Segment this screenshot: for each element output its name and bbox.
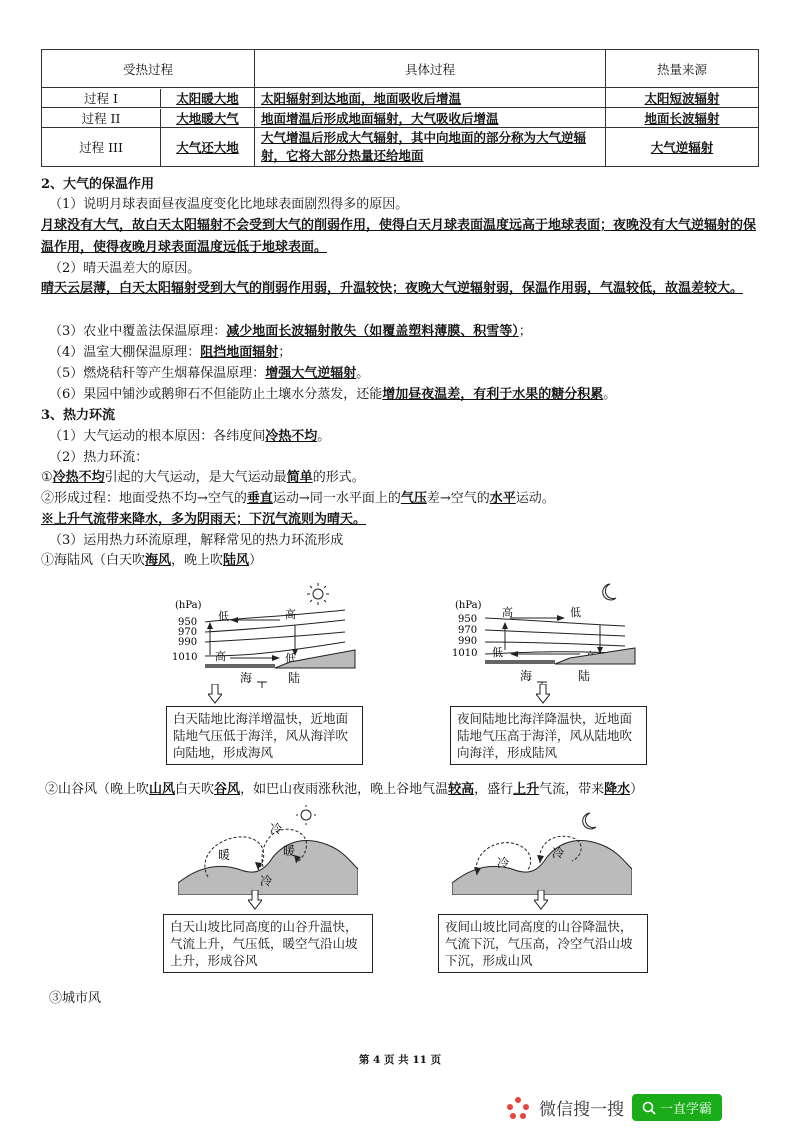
svg-text:990: 990 (178, 637, 198, 648)
principle-line: （6）果园中铺沙或鹅卵石不但能防止土壤水分蒸发，还能增加昼夜温差，有利于水果的糖分积累。 (49, 387, 617, 402)
process-key: 太阳暖大地 (176, 90, 239, 106)
svg-text:冷: 冷 (497, 856, 510, 870)
principle-line: （4）温室大棚保温原理：阻挡地面辐射； (49, 345, 292, 360)
down-arrow-icon (248, 890, 262, 914)
sea-breeze-explanation: 白天陆地比海洋增温快，近地面陆地气压低于海洋，风从海洋吹向陆地，形成海风 (166, 706, 363, 765)
svg-text:(hPa): (hPa) (455, 600, 482, 611)
svg-text:990: 990 (458, 636, 478, 647)
mountain-breeze-diagram (452, 805, 632, 895)
sea-breeze-diagram (170, 580, 360, 690)
svg-text:970: 970 (458, 625, 478, 636)
heating-process-table (41, 49, 759, 167)
svg-text:1010: 1010 (452, 648, 478, 659)
land-breeze-diagram (450, 580, 640, 690)
svg-text:低: 低 (492, 646, 503, 659)
search-pill[interactable]: 一直学霸 (632, 1094, 722, 1121)
question-text: （1）说明月球表面昼夜温度变化比地球表面剧烈得多的原因。 (49, 197, 409, 212)
svg-text:冷: 冷 (270, 822, 283, 836)
table-row (42, 88, 759, 108)
process-name: 过程 II (42, 109, 161, 127)
valley-breeze-diagram (178, 805, 358, 895)
svg-text:高: 高 (215, 650, 226, 663)
svg-text:陆: 陆 (578, 669, 591, 683)
svg-text:陆: 陆 (288, 671, 301, 685)
svg-text:950: 950 (178, 617, 198, 628)
svg-text:(hPa): (hPa) (175, 600, 202, 611)
process-name: 过程 I (42, 89, 161, 107)
answer-text: 月球没有大气，故白天太阳辐射不会受到大气的削弱作用，使得白天月球表面温度远高于地球表面；夜晚没有大气逆辐射的保温作用，使得夜晚月球表面温度远低于地球表面。 (41, 218, 757, 255)
process-name: 过程 III (42, 128, 161, 166)
principle-line: （3）农业中覆盖法保温原理：减少地面长波辐射散失（如覆盖塑料薄膜、积雪等）； (49, 324, 532, 339)
watermark-text: 微信搜一搜 (539, 1100, 624, 1120)
text-line: ①海陆风（白天吹海风，晚上吹陆风） (41, 553, 263, 568)
process-detail: 太阳辐射到达地面，地面吸收后增温 (255, 88, 606, 108)
table-header: 热量来源 (606, 50, 759, 88)
process-key: 大气还大地 (176, 140, 239, 155)
principle-line: （5）燃烧秸秆等产生烟幕保温原理：增强大气逆辐射。 (49, 366, 370, 381)
weixin-search-icon (505, 1095, 531, 1121)
section-title: 3、热力环流 (41, 408, 116, 423)
section-title: 2、大气的保温作用 (41, 177, 155, 192)
heat-source: 太阳短波辐射 (606, 88, 759, 108)
svg-text:低: 低 (218, 610, 229, 623)
mountain-breeze-explanation: 夜间山坡比同高度的山谷降温快，气流下沉，气压高，冷空气沿山坡下沉，形成山风 (438, 914, 648, 973)
question-text: （2）晴天温差大的原因。 (49, 261, 201, 276)
svg-text:海: 海 (240, 671, 253, 685)
table-header: 受热过程 (42, 50, 255, 88)
heat-source: 地面长波辐射 (606, 108, 759, 128)
land-breeze-explanation: 夜间陆地比海洋降温快，近地面陆地气压高于海洋，风从陆地吹向海洋，形成陆风 (450, 706, 647, 765)
table-row (42, 108, 759, 128)
svg-text:海: 海 (520, 669, 533, 683)
table-row (42, 128, 759, 167)
text-line: （3）运用热力环流原理，解释常见的热力环流形成 (49, 533, 344, 548)
heat-source: 大气逆辐射 (606, 128, 759, 167)
svg-text:冷: 冷 (552, 846, 565, 860)
process-detail: 地面增温后形成地面辐射，大气吸收后增温 (255, 108, 606, 128)
down-arrow-icon (534, 890, 548, 914)
text-line: （2）热力环流： (49, 450, 149, 465)
svg-text:高: 高 (502, 606, 513, 619)
table-header: 具体过程 (255, 50, 606, 88)
text-line: （1）大气运动的根本原因：各纬度间冷热不均。 (49, 429, 331, 444)
svg-text:950: 950 (458, 614, 478, 625)
svg-text:冷: 冷 (260, 874, 273, 888)
svg-text:低: 低 (285, 652, 296, 665)
down-arrow-icon (208, 684, 222, 708)
text-line: ②形成过程：地面受热不均→空气的垂直运动→同一水平面上的气压差→空气的水平运动。 (41, 491, 555, 506)
valley-breeze-explanation: 白天山坡比同高度的山谷升温快，气流上升，气压低，暖空气沿山坡上升，形成谷风 (163, 914, 373, 973)
process-key: 大地暖大气 (176, 110, 239, 126)
svg-text:暖: 暖 (283, 844, 296, 858)
svg-text:暖: 暖 (218, 848, 231, 862)
watermark (505, 1094, 722, 1121)
text-line: ①冷热不均引起的大气运动，是大气运动最简单的形式。 (41, 470, 365, 485)
search-icon (642, 1101, 656, 1115)
note-line: ※上升气流带来降水，多为阴雨天；下沉气流则为晴天。 (41, 512, 367, 527)
process-detail: 大气增温后形成大气辐射，其中向地面的部分称为大气逆辐射，它将大部分热量还给地面 (255, 128, 606, 167)
answer-text: 晴天云层薄，白天太阳辐射受到大气的削弱作用弱，升温较快；夜晚大气逆辐射弱，保温作用弱，气温较低，故温差较大。 (41, 281, 744, 296)
page-footer: 第 4 页 共 11 页 (358, 1054, 442, 1066)
svg-text:1010: 1010 (172, 652, 198, 663)
svg-text:970: 970 (178, 627, 198, 638)
svg-text:高: 高 (285, 608, 296, 621)
svg-text:低: 低 (570, 606, 581, 619)
text-line: ②山谷风（晚上吹山风白天吹谷风，如巴山夜雨涨秋池，晚上谷地气温较高，盛行上升气流，带来降水） (45, 782, 644, 797)
down-arrow-icon (536, 684, 550, 708)
text-line: ③城市风 (49, 991, 102, 1006)
